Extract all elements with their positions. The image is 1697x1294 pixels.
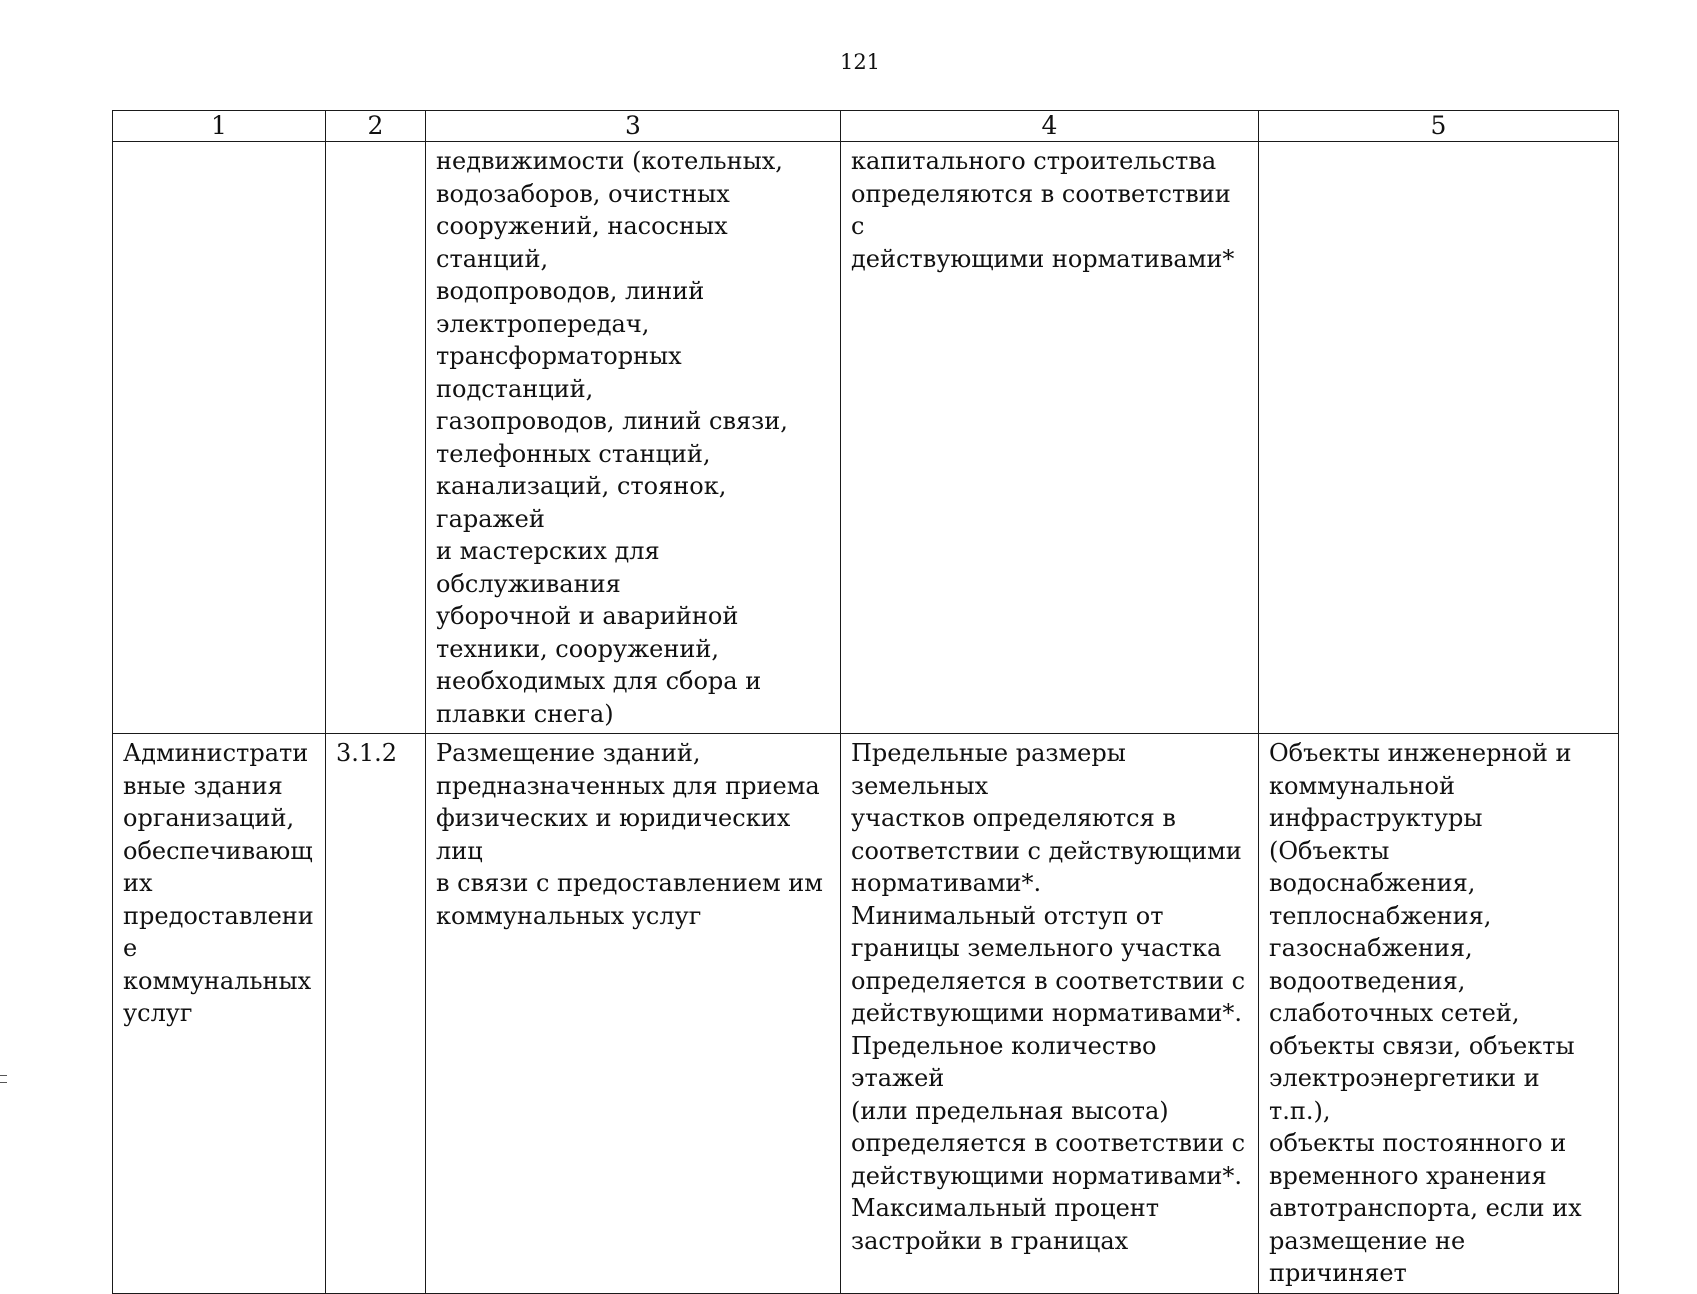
cell-parameters [841, 142, 1259, 734]
header-col-5: 5 [1259, 111, 1619, 142]
cell-use-type [113, 142, 326, 734]
cell-auxiliary-uses [1259, 142, 1619, 734]
cell-text: недвижимости (котельных, водозаборов, очистных сооружений, насосных станций, водопроводов, линий электропередач, трансформаторных подстанций, газопроводов, линий связи, телефонных станций, канализаций, стоянок, гаражей и мастерских для обслуживания уборочной и аварийной техники, сооружений, необходимых для сбора и плавки снега) [436, 147, 788, 728]
cell-text: Размещение зданий, предназначенных для приема физических и юридических лиц в связи с предоставлением им коммунальных услуг [436, 739, 823, 930]
header-col-1: 1 [113, 111, 326, 142]
header-col-2: 2 [326, 111, 426, 142]
page-number: 121 [839, 50, 881, 74]
header-col-3: 3 [426, 111, 841, 142]
table-row [113, 734, 1619, 1294]
header-col-4: 4 [841, 111, 1259, 142]
cell-use-type [113, 734, 326, 1294]
cell-description [426, 142, 841, 734]
cell-parameters [841, 734, 1259, 1294]
cell-text: Администрати вные здания организаций, обеспечивающ их предоставлени е коммунальных услуг [123, 739, 314, 1027]
cell-text: капитального строительства определяются в соответствии с действующими нормативами* [851, 147, 1235, 273]
cell-auxiliary-uses [1259, 734, 1619, 1294]
header-row [113, 111, 1619, 142]
cell-code [326, 734, 426, 1294]
cell-description [426, 734, 841, 1294]
land-use-table [112, 110, 1619, 1294]
table-row [113, 142, 1619, 734]
cell-text: 3.1.2 [336, 739, 398, 767]
scan-edge-mark [0, 1075, 7, 1083]
cell-text: Предельные размеры земельных участков определяются в соответствии с действующими нормативами*. Минимальный отступ от границы земельного участка определяется в соответствии с действующими нормативами*. Предельное количество этажей (или предельная высота) определяется в соответствии с действующими нормативами*. Максимальный процент застройки в границах [851, 739, 1246, 1255]
cell-code [326, 142, 426, 734]
cell-text: Объекты инженерной и коммунальной инфраструктуры (Объекты водоснабжения, теплоснабжения, газоснабжения, водоотведения, слаботочных сетей, объекты связи, объекты электроэнергетики и т.п.), объекты постоянного и временного хранения автотранспорта, если их размещение не причиняет [1269, 739, 1582, 1287]
